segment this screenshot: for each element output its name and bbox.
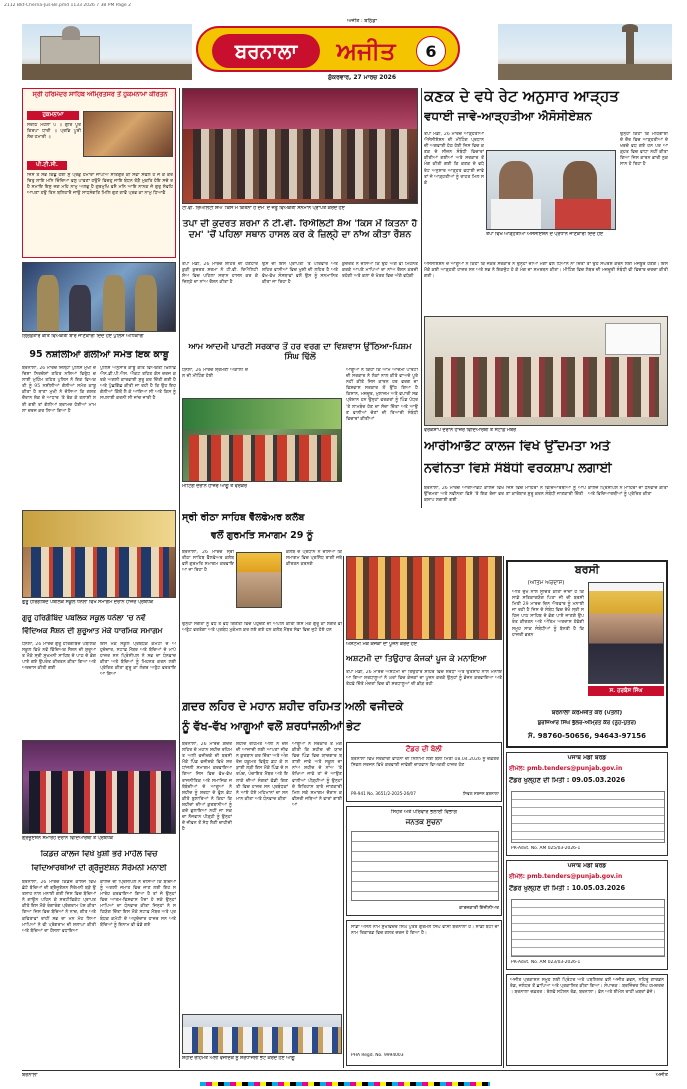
convocation-photo — [22, 740, 176, 834]
barsi-subtitle: (ਅੰਤਿਮ ਅਰਦਾਸ) — [527, 580, 565, 586]
barsi-family: ਬਰਨਾਲਾ ਕਰਮਜੀਤ ਕੌਰ (ਪਤਨੀ) — [551, 710, 623, 716]
classified-text: ਸਾਡਾ ਅਸਲ ਨਾਮ ਸੁਖਵਿੰਦਰ ਸਿੰਘ ਪੁੱਤਰ ਗੁਰਮੇਲ ਸਿੰਘ ਵਾਸੀ ਬਰਨਾਲਾ ਹੈ। ਸਾਡੀ ਬੇਟੀ ਦਾ ਨਾਮ ਰਿਕਾਰਡ ਵਿਚ ਗਲਤ ਦਰਜ ਹੋ ਗਿਆ ਹੈ। — [351, 925, 499, 937]
school-caption: ਗੁਰੂ ਹਰਿਗੋਬਿੰਦ ਪਬਲਿਕ ਸਕੂਲ ਧਨੌਲਾ ਵਿਖੇ ਸਮਾਗਮ ਦੌਰਾਨ ਹਾਜ਼ਰ ਪ੍ਰਬੰਧਕ — [22, 600, 154, 605]
workshop-headline-1: ਆਰੀਆਭੱਟ ਕਾਲਜ ਵਿਖੇ ਉੱਦਮਤਾ ਅਤੇ — [424, 440, 611, 454]
police-headline: 95 ਨਸ਼ੀਲੀਆਂ ਗੋਲੀਆਂ ਸਮੇਤ ਇਕ ਕਾਬੂ — [29, 350, 169, 360]
gurmat-headline-1: ਸ੍ਰੀ ਰੀਠਾ ਸਾਹਿਬ ਵੈੱਲਫੇਅਰ ਕਲੱਬ — [182, 512, 305, 523]
golden-temple-photo — [83, 111, 173, 157]
public-notice-org: ਸਿਹਤ ਅਤੇ ਪਰਿਵਾਰ ਭਲਾਈ ਵਿਭਾਗ — [391, 809, 457, 815]
tender-ref: PR-941 No. 3651/2-2025-26/07 — [351, 791, 416, 796]
wheat-headline-2: ਵਧਾਈ ਜਾਵੇ-ਆੜ੍ਹਤੀਆ ਐਸੋਸੀਏਸ਼ਨ — [424, 110, 592, 123]
public-notice-footer: ਕਾਰਜਕਾਰੀ ਇੰਜੀਨੀਅਰ — [459, 906, 499, 911]
masthead-date: ਸ਼ੁੱਕਰਵਾਰ, 27 ਮਾਰਚ 2026 — [327, 74, 397, 81]
masthead-skyline-right — [498, 24, 672, 80]
ghadar-headline-1: ਗ਼ਦਰ ਲਹਿਰ ਦੇ ਮਹਾਨ ਸ਼ਹੀਦ ਰਹਿਮਤ ਅਲੀ ਵਜੀਦਕੇ — [182, 700, 404, 713]
tender-heading: ਟੈਂਡਰ ਦੀ ਬੋਲੀ — [405, 745, 443, 753]
ghadar-headline-2: ਨੂੰ ਵੱਖ-ਵੱਖ ਆਗੂਆਂ ਵਲੋਂ ਸ਼ਰਧਾਂਜਲੀਆਂ ਭੇਟ — [182, 720, 361, 733]
masthead-title-right: ਅਜੀਤ — [336, 37, 396, 65]
hukamnama-title: ਸ੍ਰੀ ਹਰਿਮੰਦਰ ਸਾਹਿਬ ਅੰਮ੍ਰਿਤਸਰ ਤੋਂ ਹੁਕਮਨਾਮਾ ਕੀਰਤਨ — [32, 91, 168, 98]
ashtami-photo — [346, 556, 502, 640]
mandi-email-1: ਈਮੇਲ: pmb.tenders@punjab.gov.in — [509, 765, 623, 772]
ghadar-caption: ਸ਼ਹੀਦ ਰਹਿਮਤ ਅਲੀ ਵਜੀਦਕੇ ਨੂੰ ਸ਼ਰਧਾਂਜਲੀ ਭੇਟ ਕਰਦੇ ਹੋਏ ਆਗੂ — [182, 1056, 295, 1061]
fashion-caption: ਟੀ.ਵੀ. ਰਿਐਲਿਟੀ ਸ਼ੋਅ 'ਕਿਸ ਮੇਂ ਕਿਤਨਾ ਹੈ ਦਮ' ਦੇ ਜੇਤੂ ਵਿਅਕਤੀ ਸਨਮਾਨ ਪ੍ਰਾਪਤ ਕਰਦੇ ਹੋਏ — [182, 206, 345, 211]
barsi-village: ਬੁਰਜਿਆਰ ਸਿੰਘ ਭੁੱਲਰ-ਅੰਮ੍ਰਿਤ ਕੌਰ (ਨੂੰਹ-ਪੁੱਤਰ) — [537, 720, 637, 726]
mandi-board-notice-1 — [506, 752, 668, 856]
police-photo — [22, 262, 176, 332]
mandi-date-2: ਟੈਂਡਰ ਖੁਲ੍ਹਣ ਦੀ ਮਿਤੀ : 10.05.03.2026 — [509, 885, 626, 892]
mandi-email-2: ਈਮੇਲ: pmb.tenders@punjab.gov.in — [509, 873, 623, 880]
ghadar-photo — [182, 1014, 342, 1054]
barsi-name: ਸ. ਹਰਬੰਸ ਸਿੰਘ — [588, 686, 664, 696]
masthead-title-left: ਬਰਨਾਲਾ — [212, 34, 320, 68]
color-registration-bar — [200, 1082, 490, 1086]
mandi-ref-1: PR-Advt. No. AM 025/03-2026-1 — [511, 846, 581, 851]
gurmat-portrait — [236, 552, 282, 608]
hukamnama-label: ਹੁਕਮਨਾਮਾ — [27, 111, 79, 120]
imprint-box: ਅਜੀਤ ਪ੍ਰਕਾਸ਼ਨ ਸਮੂਹ ਲਈ ਪ੍ਰਿੰਟਰ ਅਤੇ ਪਬਲਿਸ਼ਰ ਵਲੋਂ ਅਜੀਤ ਭਵਨ, ਨਹਿਰੂ ਗਾਰਡਨ ਰੋਡ, ਜਲੰਧਰ ਤੋਂ ਛਾਪਿਆ ਅਤੇ ਪ੍ਰਕਾਸ਼ਿਤ ਕੀਤਾ ਗਿਆ। ਸੰਪਾਦਕ : ਬਰਜਿੰਦਰ ਸਿੰਘ ਹਮਦਰਦ। ਬਰਨਾਲਾ ਦਫ਼ਤਰ : ਰੇਲਵੇ ਸਟੇਸ਼ਨ ਰੋਡ, ਬਰਨਾਲਾ। ਫ਼ੋਨ ਅਤੇ ਈਮੇਲ ਰਾਹੀਂ ਖ਼ਬਰਾਂ ਭੇਜੋ। — [506, 974, 668, 1066]
aap-caption: ਮੀਟਿੰਗ ਦੌਰਾਨ ਹਾਜ਼ਰ ਆਗੂ ਤੇ ਵਰਕਰ — [182, 484, 247, 489]
classified-notice — [346, 920, 502, 1066]
print-info: 2112 Bkt-Cherna-Jus-Bil.pmd 1133 2026 7 38 PM Page 2 — [4, 3, 131, 8]
masthead-banner — [196, 26, 460, 72]
gurmat-headline-2: ਵਲੋਂ ਗੁਰਮਤਿ ਸਮਾਗਮ 29 ਨੂੰ — [210, 530, 314, 541]
mandi-title-1: ਪੰਜਾਬ ਮੰਡੀ ਬੋਰਡ — [567, 755, 607, 761]
school-headline-1: ਗੁਰੂ ਹਰਿਗੋਬਿੰਦ ਪਬਲਿਕ ਸਕੂਲ ਧਨੌਲਾ 'ਚ ਨਵੇਂ — [22, 614, 146, 622]
workshop-caption: ਵਰਕਸ਼ਾਪ ਦੌਰਾਨ ਹਾਜ਼ਰ ਵਿਦਿਆਰਥੀ ਤੇ ਸਟਾਫ਼ ਮੈਂਬਰ — [424, 428, 516, 433]
wheat-caption: ਤਪਾ ਵਿਖੇ ਆੜ੍ਹਤੀਆ ਐਸੋਸੀਏਸ਼ਨ ਦੇ ਪ੍ਰਧਾਨ ਜਾਣਕਾਰੀ ਦਿੰਦੇ ਹੋਏ — [486, 232, 604, 237]
mandi-title-2: ਪੰਜਾਬ ਮੰਡੀ ਬੋਰਡ — [567, 863, 607, 869]
footer-left: ਬਰਨਾਲਾ — [22, 1072, 38, 1078]
barsi-phone: ਸੰ. 98760-50656, 94643-97156 — [527, 732, 647, 740]
mandi-date-1: ਟੈਂਡਰ ਖੁਲ੍ਹਣ ਦੀ ਮਿਤੀ : 09.05.03.2026 — [509, 777, 626, 784]
ptc-label: ਪੀ.ਟੀ.ਸੀ. — [27, 161, 67, 170]
wheat-photo — [486, 150, 616, 230]
fashion-show-photo — [182, 88, 418, 204]
workshop-headline-2: ਨਵੀਨਤਾ ਵਿਸ਼ੇ ਸੰਬੰਧੀ ਵਰਕਸ਼ਾਪ ਲਗਾਈ — [424, 462, 612, 476]
ashtami-caption: ਅਸ਼ਟਮੀ ਮੌਕੇ ਕੰਜਕਾਂ ਦਾ ਪੂਜਨ ਕਰਦੇ ਹੋਏ — [346, 642, 417, 647]
classified-ref: PHA Regd. No. 9994003 — [351, 1053, 404, 1058]
footer-right: ਅਜੀਤ — [655, 1072, 668, 1078]
ashtami-headline: ਅਸ਼ਟਮੀ ਦਾ ਤਿਉਹਾਰ ਕੰਜਕਾਂ ਪੂਜ ਕੇ ਮਨਾਇਆ — [346, 654, 487, 663]
tender-footer: ਸਿਵਲ ਸਰਜਨ ਬਰਨਾਲਾ — [462, 791, 499, 796]
page-number: 6 — [416, 36, 446, 66]
convocation-headline-2: ਵਿਦਿਆਰਥੀਆਂ ਦੀ ਗ੍ਰੈਜੂਏਸ਼ਨ ਸੈਰੇਮਨੀ ਮਨਾਈ — [31, 864, 167, 872]
barsi-title: ਬਰਸੀ — [574, 564, 600, 576]
footer-strip — [22, 1070, 668, 1080]
mandi-board-notice-2 — [506, 860, 668, 970]
aap-meeting-photo — [182, 398, 342, 482]
police-caption: ਗ੍ਰਿਫ਼ਤਾਰ ਕੀਤੇ ਵਿਅਕਤੀ ਬਾਰੇ ਜਾਣਕਾਰੀ ਦਿੰਦੇ ਹੋਏ ਪੁਲਿਸ ਅਧਿਕਾਰੀ — [22, 334, 144, 339]
aap-headline: ਆਮ ਆਦਮੀ ਪਾਰਟੀ ਸਰਕਾਰ ਤੋਂ ਹਰ ਵਰਗ ਦਾ ਵਿਸ਼ਵਾਸ ਉੱਠਿਆ-ਪਿਸ਼ਮ ਸਿੰਘ ਢਿੱਲੋਂ — [188, 342, 412, 361]
mandi-ref-2: PR-Advt. No. AM 023/03-2026-1 — [511, 960, 581, 965]
convocation-caption: ਗ੍ਰੈਜੂਏਸ਼ਨ ਸਮਾਰੋਹ ਦੌਰਾਨ ਵਿਦਿਆਰਥੀ ਤੇ ਪ੍ਰਬੰਧਕ — [22, 836, 113, 841]
masthead-skyline-left — [22, 24, 192, 80]
public-notice-heading: ਜਨਤਕ ਸੂਚਨਾ — [405, 818, 443, 826]
masthead-subtitle: ਅਜੀਤ : ਬਠਿੰਡਾ — [347, 18, 377, 24]
hukamnama-box: ਸ੍ਰੀ ਹਰਿਮੰਦਰ ਸਾਹਿਬ ਅੰਮ੍ਰਿਤਸਰ ਤੋਂ ਹੁਕਮਨਾਮਾ ਕੀਰਤਨ ਹੁਕਮਨਾਮਾ ਸੋਰਠਿ ਮਹਲਾ ੫ ॥ ਗੁਰਿ ਪੂਰੈ ਕਿਰਪਾ ਧਾਰੀ ॥ ਪ੍ਰਭਿ ਪੂਰੀ ਲੋਚ ਹਮਾਰੀ ॥ ਪੀ.ਟੀ.ਸੀ. ਜਿਸ ਤੇ ਸਭ ਕਿਛੁ ਹੋਈ ਸੁ ਪ੍ਰਭੁ ਹਮਾਰਾ ਜਾਪੀਐ ਸਤਿਗੁਰ ਕੀ ਸੇਵਾ ਸਫਲ ਹੈ ਜੇ ਕੋ ਕਰੇ ਚਿਤੁ ਲਾਇ ਮਨਿ ਚਿੰਦਿਆ ਫਲੁ ਪਾਵਣਾ ਹਉਮੈ ਵਿਚਹੁ ਜਾਇ ਬੰਧਨ ਤੋੜੈ ਮੁਕਤਿ ਹੋਇ ਸਚੇ ਰਹੈ ਸਮਾਇ ਇਸੁ ਜਗ ਮਹਿ ਨਾਮੁ ਅਲਭੁ ਹੈ ਗੁਰਮੁਖਿ ਵਸੈ ਮਨਿ ਆਇ ਨਾਨਕ ਜੋ ਗੁਰੁ ਸੇਵਹਿ ਆਪਣਾ ਹਉ ਤਿਨ ਬਲਿਹਾਰੈ ਜਾਉ ਸਾਧਸੰਗਤਿ ਮਿਲਿ ਗੁਣ ਗਾਵੈ ਪ੍ਰਭ ਕਾ ਨਾਮੁ ਧਿਆਵੈ — [22, 88, 176, 258]
school-photo — [22, 510, 176, 598]
fashion-headline: ਤਪਾ ਦੀ ਕੁਦਰਤ ਸ਼ਰਮਾ ਨੇ ਟੀ.ਵੀ. ਰਿਐਲਿਟੀ ਸ਼ੋਅ 'ਕਿਸ ਮੇਂ ਕਿਤਨਾ ਹੈ ਦਮ' 'ਚੋਂ ਪਹਿਲਾ ਸਥਾਨ ਹਾਸਲ ਕਰ ਕੇ ਜ਼ਿਲ੍ਹੇ ਦਾ ਨਾਂਅ ਕੀਤਾ ਰੌਸ਼ਨ — [182, 219, 418, 240]
masthead — [22, 18, 672, 84]
convocation-headline-1: ਕਿਡਜ਼ ਕਾਲਜ ਵਿਖੇ ਖੁਸ਼ੀ ਭਰੇ ਮਾਹੌਲ ਵਿਚ — [40, 850, 158, 858]
wheat-headline-1: ਕਣਕ ਦੇ ਵਧੇ ਰੇਟ ਅਨੁਸਾਰ ਆੜ੍ਹਤ — [424, 88, 619, 105]
barsi-box: ਬਰਸੀ (ਅੰਤਿਮ ਅਰਦਾਸ) ਅਤਿ ਦੁੱਖ ਨਾਲ ਸੂਚਿਤ ਕੀਤਾ ਜਾਂਦਾ ਹੈ ਕਿ ਸਾਡੇ ਸਤਿਕਾਰਯੋਗ ਪਿਤਾ ਜੀ ਦੀ ਬਰਸੀ ਮਿਤੀ 29 ਮਾਰਚ ਦਿਨ ਐਤਵਾਰ ਨੂੰ ਮਨਾਈ ਜਾ ਰਹੀ ਹੈ ਜਿਸ ਦੇ ਸੰਬੰਧ ਵਿਚ ਰੱਖੇ ਸ੍ਰੀ ਸਹਿਜ ਪਾਠ ਸਾਹਿਬ ਦੇ ਭੋਗ ਪਾਏ ਜਾਣਗੇ ਉਪਰੰਤ ਕੀਰਤਨ ਅਤੇ ਅੰਤਿਮ ਅਰਦਾਸ ਹੋਵੇਗੀ ਸਮੂਹ ਸਾਕ ਸੰਬੰਧੀਆਂ ਨੂੰ ਬੇਨਤੀ ਹੈ ਕਿ ਹਾਜ਼ਰੀ ਭਰਨ ਸ. ਹਰਬੰਸ ਸਿੰਘ ਬਰਨਾਲਾ ਕਰਮਜੀਤ ਕੌਰ (ਪਤਨੀ) ਬੁਰਜਿਆਰ ਸਿੰਘ ਭੁੱਲਰ-ਅੰਮ੍ਰਿਤ ਕੌਰ (ਨੂੰਹ-ਪੁੱਤਰ) ਸੰ. 98760-50656, 94643-97156 — [506, 560, 668, 748]
barsi-portrait — [588, 582, 664, 684]
public-notice — [346, 806, 502, 916]
tender-notice: ਟੈਂਡਰ ਦੀ ਬੋਲੀ ਬਰਨਾਲਾ ਵਿਖੇ ਸਰਕਾਰੀ ਵਾਹਨਾਂ ਦੀ ਨਿਲਾਮੀ ਲਈ ਬੋਲੀ ਮਿਤੀ 08.04.2026 ਨੂੰ ਦਫ਼ਤਰ ਸਿਵਲ ਸਰਜਨ ਵਿਖੇ ਕਰਵਾਈ ਜਾਵੇਗੀ ਚਾਹਵਾਨ ਵਿਅਕਤੀ ਹਾਜ਼ਰ ਹੋਣ PR-941 No. 3651/2-2025-26/07 ਸਿਵਲ ਸਰਜਨ ਬਰਨਾਲਾ — [346, 742, 502, 802]
workshop-photo — [424, 316, 668, 426]
school-headline-2: ਵਿੱਦਿਅਕ ਸੈਸ਼ਨ ਦੀ ਸ਼ੁਰੂਆਤ ਮੌਕੇ ਧਾਰਮਿਕ ਸਮਾਗਮ — [22, 627, 163, 635]
